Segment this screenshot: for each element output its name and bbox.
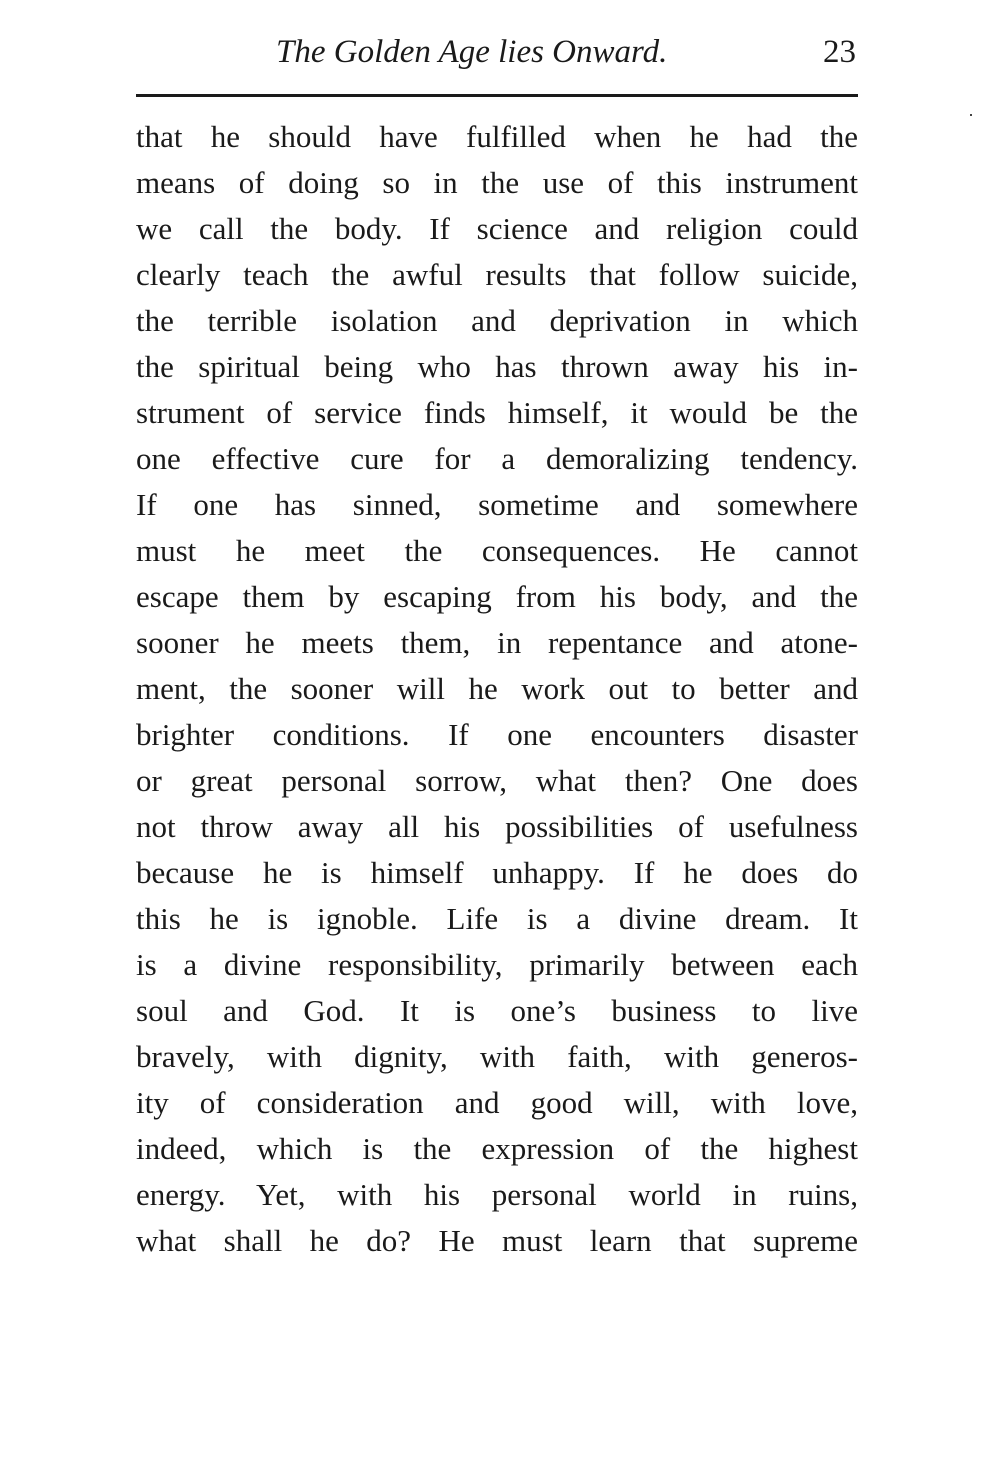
- text-line: If one has sinned, sometime and somewhere: [136, 487, 858, 522]
- text-line: clearly teach the awful results that follow suicide,: [136, 257, 858, 292]
- text-line: the terrible isolation and deprivation in which: [136, 303, 858, 338]
- text-line: we call the body. If science and religion could: [136, 211, 858, 246]
- text-line: soul and God. It is one’s business to live: [136, 993, 858, 1028]
- margin-speck: [970, 114, 972, 116]
- text-line: not throw away all his possibilities of usefulness: [136, 809, 858, 844]
- text-line: brighter conditions. If one encounters disaster: [136, 717, 858, 752]
- text-line: that he should have fulfilled when he had the: [136, 119, 858, 154]
- text-line: or great personal sorrow, what then? One does: [136, 763, 858, 798]
- text-line: bravely, with dignity, with faith, with generos-: [136, 1039, 858, 1074]
- text-line: sooner he meets them, in repentance and atone-: [136, 625, 858, 660]
- text-line: is a divine responsibility, primarily between each: [136, 947, 858, 982]
- running-title: The Golden Age lies Onward.: [276, 34, 668, 70]
- text-line: strument of service finds himself, it would be the: [136, 395, 858, 430]
- running-head: [136, 32, 858, 76]
- text-line: escape them by escaping from his body, and the: [136, 579, 858, 614]
- text-line: the spiritual being who has thrown away his in-: [136, 349, 858, 384]
- page-number: 23: [823, 34, 856, 70]
- text-line: energy. Yet, with his personal world in ruins,: [136, 1177, 858, 1212]
- header-rule: [136, 94, 858, 97]
- text-line: ment, the sooner will he work out to better and: [136, 671, 858, 706]
- body-text: [136, 114, 858, 1264]
- text-line: must he meet the consequences. He cannot: [136, 533, 858, 568]
- text-line: what shall he do? He must learn that supreme: [136, 1223, 858, 1258]
- text-line: this he is ignoble. Life is a divine dream. It: [136, 901, 858, 936]
- text-line: means of doing so in the use of this instrument: [136, 165, 858, 200]
- text-line: one effective cure for a demoralizing tendency.: [136, 441, 858, 476]
- text-line: because he is himself unhappy. If he does do: [136, 855, 858, 890]
- text-line: indeed, which is the expression of the highest: [136, 1131, 858, 1166]
- text-line: ity of consideration and good will, with love,: [136, 1085, 858, 1120]
